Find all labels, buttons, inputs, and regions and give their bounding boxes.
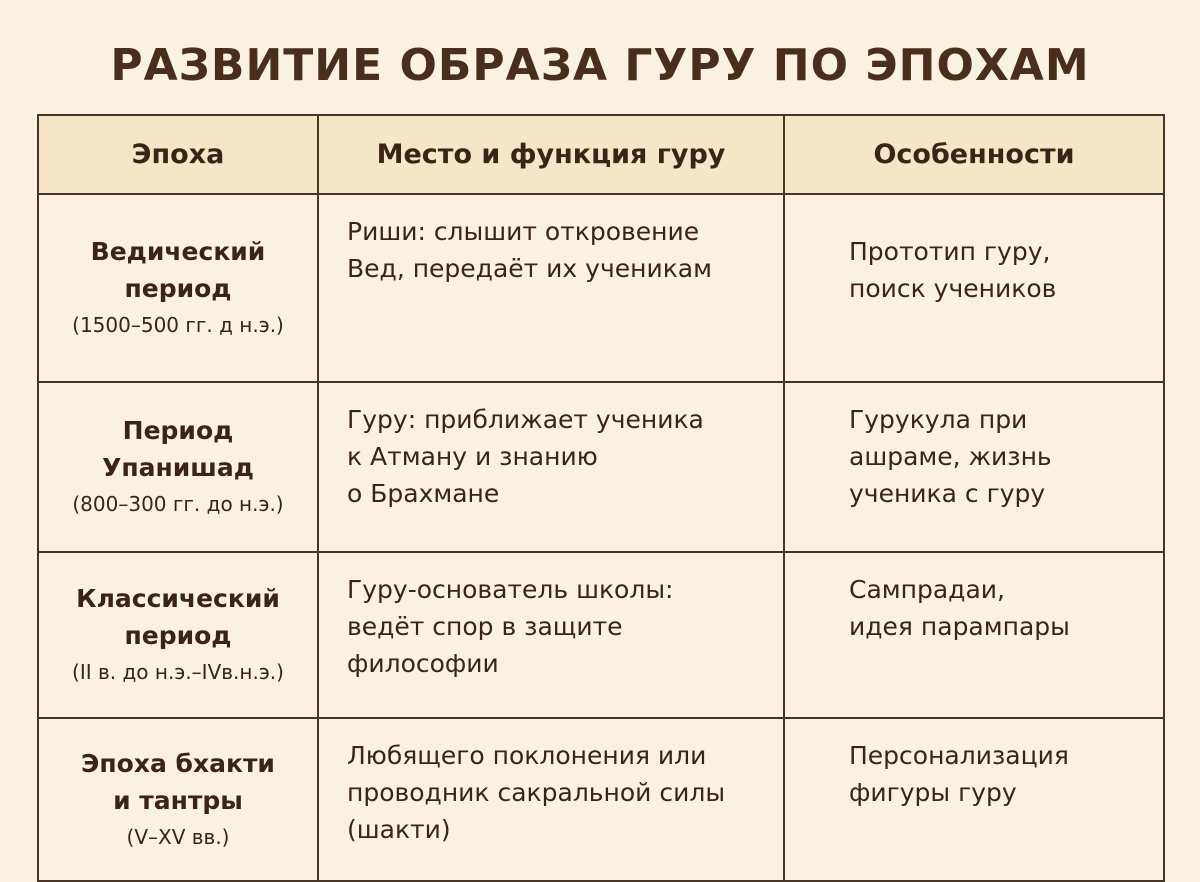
features-cell bbox=[784, 382, 1164, 552]
era-name: Период bbox=[122, 416, 234, 445]
role-text: философии bbox=[347, 649, 499, 678]
eras-table bbox=[37, 114, 1165, 882]
header-era: Эпоха bbox=[38, 115, 318, 194]
role-text: (шакти) bbox=[347, 815, 451, 844]
role-text: проводник сакральной силы bbox=[347, 778, 726, 807]
era-name: и тантры bbox=[113, 785, 243, 815]
features-text: Персонализация bbox=[849, 741, 1069, 770]
features-text: Прототип гуру, bbox=[849, 237, 1051, 266]
era-name: Эпоха бхакти bbox=[81, 748, 275, 778]
role-text: Гуру-основатель школы: bbox=[347, 575, 674, 604]
era-name: период bbox=[124, 274, 232, 303]
features-cell bbox=[784, 194, 1164, 382]
era-dates: (V–XV вв.) bbox=[126, 824, 230, 849]
page-title: РАЗВИТИЕ ОБРАЗА ГУРУ ПО ЭПОХАМ bbox=[110, 40, 1090, 91]
role-cell bbox=[318, 194, 784, 382]
role-text: к Атману и знанию bbox=[347, 442, 598, 471]
era-cell bbox=[38, 194, 318, 382]
era-dates: (II в. до н.э.–IVв.н.э.) bbox=[72, 660, 284, 684]
era-name: Ведический bbox=[90, 237, 266, 266]
table-row bbox=[38, 382, 1164, 552]
role-text: ведёт спор в защите bbox=[347, 612, 623, 641]
role-text: о Брахмане bbox=[347, 479, 500, 508]
role-cell bbox=[318, 552, 784, 718]
header-features: Особенности bbox=[784, 115, 1164, 194]
era-name: Классический bbox=[76, 584, 280, 613]
features-text: ученика с гуру bbox=[849, 479, 1046, 508]
features-text: фигуры гуру bbox=[849, 778, 1017, 807]
era-cell bbox=[38, 552, 318, 718]
features-text: ашраме, жизнь bbox=[849, 442, 1052, 471]
role-cell bbox=[318, 382, 784, 552]
role-text: Вед, передаёт их ученикам bbox=[347, 254, 712, 283]
features-text: поиск учеников bbox=[849, 274, 1057, 303]
features-text: Сампрадаи, bbox=[849, 575, 1005, 604]
table-header-row bbox=[38, 115, 1164, 194]
role-text: Риши: слышит откровение bbox=[347, 217, 700, 246]
features-text: идея парампары bbox=[849, 612, 1070, 641]
era-name: период bbox=[124, 621, 232, 650]
era-dates: (800–300 гг. до н.э.) bbox=[72, 492, 284, 516]
features-cell bbox=[784, 552, 1164, 718]
era-cell bbox=[38, 382, 318, 552]
table-row bbox=[38, 552, 1164, 718]
era-name: Упанишад bbox=[102, 453, 254, 482]
table-row bbox=[38, 194, 1164, 382]
era-dates: (1500–500 гг. д н.э.) bbox=[72, 313, 284, 337]
header-role: Место и функция гуру bbox=[318, 115, 784, 194]
role-text: Любящего поклонения или bbox=[347, 741, 707, 770]
role-text: Гуру: приближает ученика bbox=[347, 405, 704, 434]
features-text: Гурукула при bbox=[849, 405, 1028, 434]
